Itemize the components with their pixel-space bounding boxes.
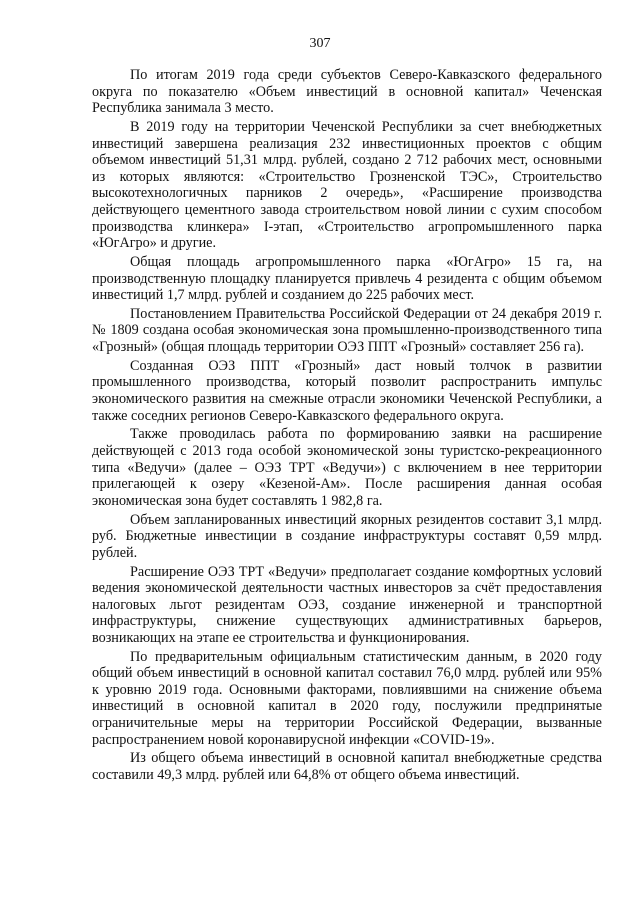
paragraph: Расширение ОЭЗ ТРТ «Ведучи» предполагает создание комфортных условий ведения экономической деятельности частных инвесторов за счёт предоставления налоговых льгот резидентам ОЭЗ, создание инженерной и транспортной инфраструктуры, снижение существующих административных барьеров, возникающих на этапе ее строительства и функционирования. [92,563,602,646]
document-body [92,67,602,786]
paragraph: Из общего объема инвестиций в основной капитал внебюджетные средства составили 49,3 млрд. рублей или 64,8% от общего объема инвестиций. [92,750,602,784]
paragraph: Созданная ОЭЗ ППТ «Грозный» даст новый толчок в развитии промышленного производства, который позволит распространить импульс экономического развития на смежные отрасли экономики Чеченской Республики, а также соседних регионов Северо-Кавказского федерального округа. [92,357,602,424]
paragraph: В 2019 году на территории Чеченской Республики за счет внебюджетных инвестиций завершена реализация 232 инвестиционных проектов с общим объемом инвестиций 51,31 млрд. рублей, создано 2 712 рабочих мест, основными из которых являются: «Строительство Грозненской ТЭС», Строительство высокотехнологичных парников 2 очередь», «Расширение производства действующего цементного завода строительством новой линии с сухим способом производства клинкера» I-этап, «Строительство агропромышленного парка «ЮгАгро» и другие. [92,118,602,252]
paragraph: По предварительным официальным статистическим данным, в 2020 году общий объем инвестиций в основной капитал составил 76,0 млрд. рублей или 95% к уровню 2019 года. Основными факторами, повлиявшими на снижение объема инвестиций в основной капитал в 2020 году, послужили предпринятые ограничительные меры на территории Российской Федерации, вызванные распространением новой коронавирусной инфекции «COVID-19». [92,648,602,748]
paragraph: По итогам 2019 года среди субъектов Северо-Кавказского федерального округа по показателю «Объем инвестиций в основной капитал» Чеченская Республика занимала 3 место. [92,67,602,117]
page-number: 307 [309,36,331,51]
paragraph: Также проводилась работа по формированию заявки на расширение действующей с 2013 года особой экономической зоны туристско-рекреационного типа «Ведучи» (далее – ОЭЗ ТРТ «Ведучи») с включением в нее территории прилегающей к озеру «Кезеной-Ам». После расширения данная особая экономическая зона будет составлять 1 982,8 га. [92,426,602,509]
paragraph: Общая площадь агропромышленного парка «ЮгАгро» 15 га, на производственную площадку планируется привлечь 4 резидента с общим объемом инвестиций 1,7 млрд. рублей и созданием до 225 рабочих мест. [92,253,602,304]
paragraph: Постановлением Правительства Российской Федерации от 24 декабря 2019 г. № 1809 создана особая экономическая зона промышленно-производственного типа «Грозный» (общая площадь территории ОЭЗ ППТ «Грозный» составляет 256 га). [92,305,602,356]
paragraph: Объем запланированных инвестиций якорных резидентов составит 3,1 млрд. руб. Бюджетные инвестиции в создание инфраструктуры составят 0,59 млрд. рублей. [92,511,602,561]
